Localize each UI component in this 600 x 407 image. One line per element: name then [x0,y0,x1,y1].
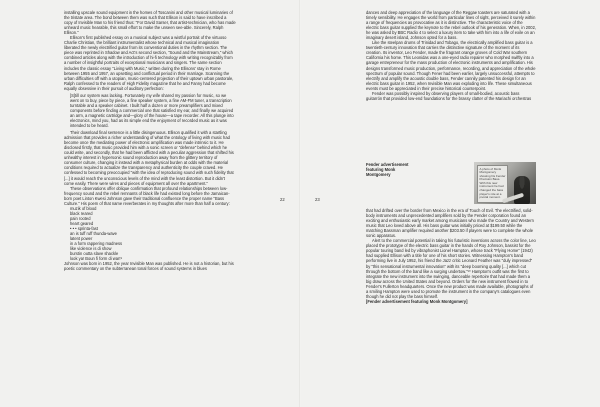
right-page [300,0,600,407]
poem-line: • • • sprinta-fast [70,225,98,231]
paragraph: installing upscale sound equipment in the homes of Toscanini and other musical luminaries of the tristate area. The bond between them was such that Ellison is said to have inscribed a copy of Invisible Man to his friend thus: "For David Sarser, that artist-technician, who has made unheard music hearable, this small effort to make the unseen see-able. Sincerely, Ralph Ellison." [64,10,236,36]
paragraph: dances and deep appreciation of the language of the Reggae toasters are saturated with a timely sensibility. He engages the world from particular lines of sight, perceived it surely within a range of frequencies as provocative as it is distinctive. The characteristic voice of the electric bass guitar supplied the keynote to the rebel outlook of his generation. When, in 2002, he was asked by BBC Radio 4 to select a luxury item to take with him into a life of exile on an imaginary desert island, Johnson opted for a bass. [366,10,536,41]
left-text-column [64,10,236,271]
poem [70,206,236,262]
poem-line: heart geared [70,220,94,226]
poem-line: muzik of blood [70,205,97,211]
paragraph: Johnson was born in 1952, the year Invisible Man was published. He is not a historian, but his poetic commentary on the subterranean tonal forces of sound systems in blues [64,261,234,272]
poem-line: pain rooted [70,215,91,221]
paragraph: Fender was possibly inspired by observing players of small-bodied, acoustic bass guitarrón that provided low-end foundations for the brassy clatter of the Mariachi orchestras [366,90,532,101]
figure [366,162,536,204]
paragraph: Their download final sentence is a little disingenuous. Ellison qualified it with a startling admission that provides a richer understanding of what the ontology of living with music had become once the mediating power of electronic amplification was made intrinsic to it. He disclosed firstly, that music provided him with a sonic screen or "defense" behind which he could write, and secondly, that he had been afflicted with a peculiar aggression that shifted his unhealthy interest in hypersonic sound reproduction away from the glittery territory of consumer culture, changing it instead with a metaphysical burden at odds with the material conditions required to actualize the transparency and authenticity the couple craved. He confessed to becoming preoccupied "with the idea of reproducing sound with such fidelity that [...] it would reach the unconscious levels of the mind with the least distortion. But it didn't come easily. There were wires and pieces of equipment all over the apartment." [64,130,234,186]
poem-line: look ya! Boun fi form di war!⁹ [70,256,123,262]
paragraph: that had drifted over the border from Mexico in the era of Touch of Evil. The electrified, solid-body instruments and unprecedented amplifiers sold by the Fender corporation found an exciting and enthusiastic early market among musicians who made the Country and Western music that Leo loved above all. His bass guitar was initially priced at $199.50 while the matching Bassman amplifier required another $203.50 if players were to complete the whole sonic apparatus. [366,208,534,239]
paragraph: Ellison's first published essay on a musical subject was a wistful portrait of the virtuoso Charlie Christian, the brilliant instrumentalist whose technical and musical imagination liberated the newly electrified guitar from its conventional duties in the rhythm section. The piece was reprinted in Shadow and Act's second section, "Sound and the Mainstream," which combined articles along with the introduction of hi-fi technology with writing recognizably from a number of insightful portraits of exceptional musicians and singers. The same section includes the classic essay "Living with Music," written during the Ellisons' stay in Rome between 1955 and 1957, an upsetting and conflictual period in their marriage. Scanning the urban difficulties off with a utopian, music-centered projection of their uptown urban pastorale, Ralph confessed to the readers of High Fidelity magazine that he and Fanny had become equally obsessive in their pursuit of auditory perfection: [64,35,234,91]
poem-line: burstin outta slave shackle [70,251,119,257]
page-number-right: 23 [315,197,320,202]
paragraph: Alert to the commercial potential in taking his futuristic inventions across the color line, Leo placed the prototype of the electric bass guitar in the hands of Roy Johnson, bassist for the popular touring band led by vibraphonist Lionel Hampton, whose track "Flying Home" (1942) had supplied Ellison with a title for one of his short stories. Witnessing Hampton's band performing live in July 1952, his friend the Jazz critic Leonard Feather was "duly impressed" by "this sensational instrumental innovation" with its "deep booming quality [...] which cut through the bottom of the band like a surging undertow."¹⁰ Hampton's outfit was the first to integrate the new instrument into the swinging, danceable repertoire that had made them a big draw across the United States and beyond. Orders for the new instrument flowed in to Fender's Fullerton headquarters. Once the new product was made available, photographs of a smiling Hampton were used to promote the instrument in the company's catalogues even though he did not play the bass himself. [366,238,536,299]
poem-line: black reared [70,210,93,216]
poem-line: latent power [70,236,93,242]
fender-advertisement-photo [474,162,536,204]
block-quote: [S]till our system was lacking. Fortunately my wife shared my passion for music, so we went on to buy, piece by piece, a fine speaker system, a fine AM-FM tuner, a transcription turntable and a speaker cabinet. I built half a dozen or more preamplifiers and mixed components before finding a commercial one that satisfied my ear, and finally we acquired an arm, a magnetic cartridge and—glory of the house—a tape recorder. All this plunge into electronics, mind you, had as its simple end the enjoyment of recorded music as it was intended to be heard. [70,92,234,129]
paragraph: Like the steelpan drums of Trinidad and Tobago, the electrically amplified bass guitar is a twentieth-century innovation that carries the distinctive signature of the moment of its creation. Its inventor, Leo Fender, made the fragrant orange groves of Cold War southern California his home. This Leonidas was a one-eyed radio repairer who morphed swiftly into a garage entrepreneur for the mass production of electronic instruments and amplification. His designs transformed music production, performance, recording, and appreciation of the whole spectrum of popular sound. Though Fener had been earlier, largely unsuccessful, attempts to electrify and amplify the acoustic double bass, Fender cannily patented his design for an electric bass guitar in 1952, when Invisible Man was exploding into life. These simultaneous events must be appreciated in their precise historical counterpoint. [366,40,536,91]
figure-caption: Fender advertisement featuring Monk Montgomery [366,162,409,178]
poem-line: in a form rappering madness [70,241,123,247]
right-text-column-top [366,10,536,160]
right-text-column-bottom [366,208,536,398]
advertisement-text-panel [477,165,508,203]
bottom-caption: [Fender advertisement featuring Monk Montgomery] [366,298,468,304]
poem-line: like violence is di show [70,246,112,252]
paragraph: These observations offer oblique confirmation that profound relationships between low-frequency sound and the rebel remnants of black life had existed long before the Jamaican-born poet Linton Kwesi Johnson gave their traditional confluence the proper name "Bass Culture." His poem of that name reverberates in my thoughts after more than half a century: [64,185,230,206]
poem-line: an is tuff ruff thunda-wave [70,231,117,237]
page-number-left: 22 [280,197,285,202]
advertisement-text: A photo of Monk Montgomery showing his Fender Precision Bass. With this new instrument he had changed the bass player's role at a pivotal moment. [479,166,506,200]
musician-figure [514,176,530,204]
